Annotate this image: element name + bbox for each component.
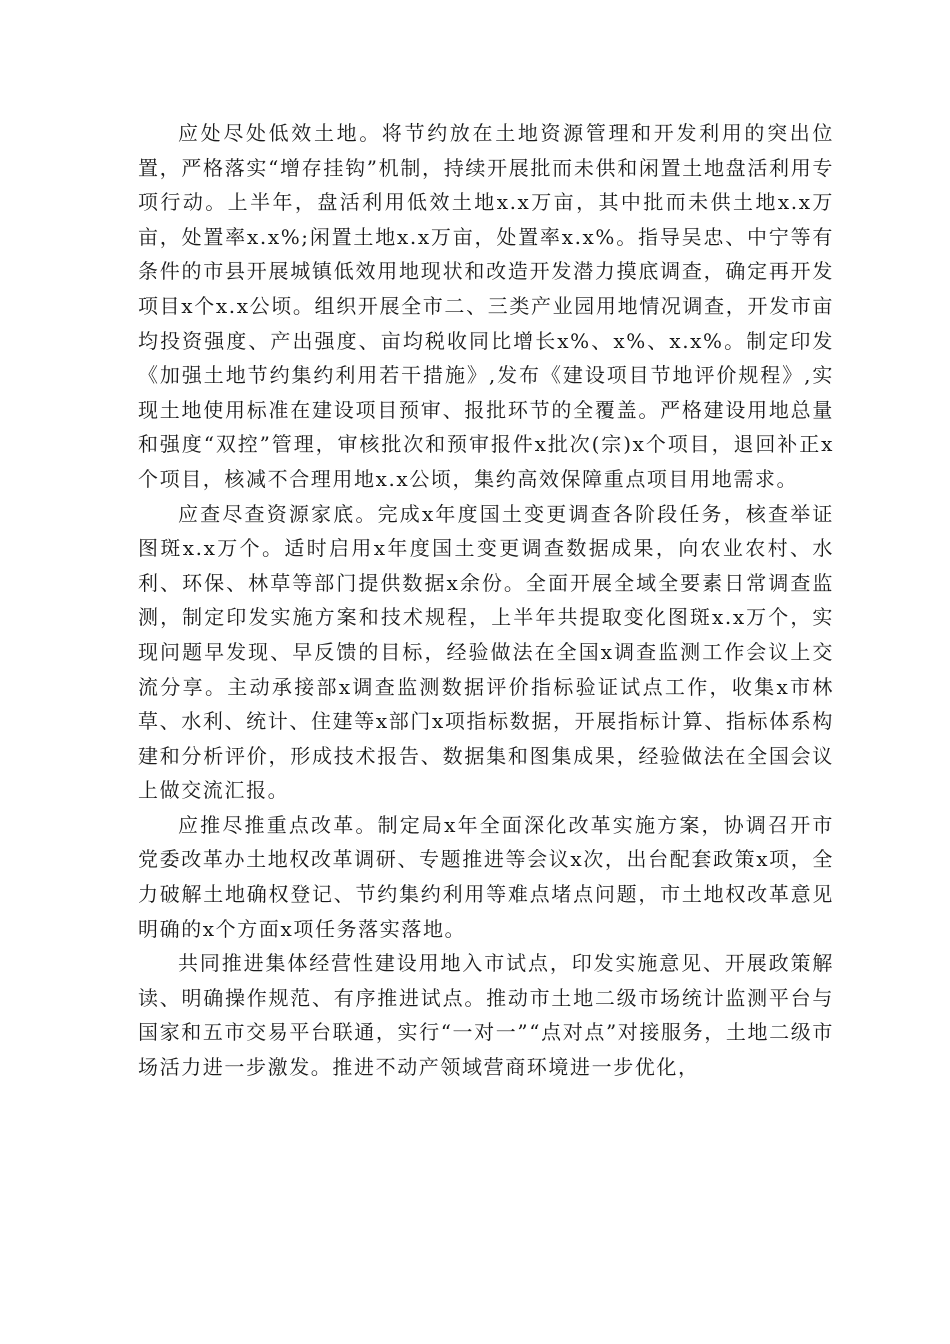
paragraph-key-reform: 应推尽推重点改革。制定局x年全面深化改革实施方案，协调召开市党委改革办土地权改革调研、专题推进等会议x次，出台配套政策x项，全力破解土地确权登记、节约集约利用等难点堵点问题，市土地权改革意见明确的x个方面x项任务落实落地。 xyxy=(138,812,834,941)
paragraph-market-pilot: 共同推进集体经营性建设用地入市试点，印发实施意见、开展政策解读、明确操作规范、有序推进试点。推动市土地二级市场统计监测平台与国家和五市交易平台联通，实行“一对一”“点对点”对接服务，土地二级市场活力进一步激发。推进不动产领域营商环境进一步优化， xyxy=(138,951,834,1080)
paragraph-land-efficiency: 应处尽处低效土地。将节约放在土地资源管理和开发利用的突出位置，严格落实“增存挂钩”机制，持续开展批而未供和闲置土地盘活利用专项行动。上半年，盘活利用低效土地x.x万亩，其中批而未供土地x.x万亩，处置率x.x%;闲置土地x.x万亩，处置率x.x%。指导吴忠、中宁等有条件的市县开展城镇低效用地现状和改造开发潜力摸底调查，确定再开发项目x个x.x公顷。组织开展全市二、三类产业园用地情况调查，开发市亩均投资强度、产出强度、亩均税收同比增长x%、x%、x.x%。制定印发《加强土地节约集约利用若干措施》,发布《建设项目节地评价规程》,实现土地使用标准在建设项目预审、报批环节的全覆盖。严格建设用地总量和强度“双控”管理，审核批次和预审报件x批次(宗)x个项目，退回补正x个项目，核减不合理用地x.x公顷，集约高效保障重点项目用地需求。 xyxy=(138,121,834,491)
document-body xyxy=(138,116,834,1085)
paragraph-resource-survey: 应查尽查资源家底。完成x年度国土变更调查各阶段任务，核查举证图斑x.x万个。适时启用x年度国土变更调查数据成果，向农业农村、水利、环保、林草等部门提供数据x余份。全面开展全域全要素日常调查监测，制定印发实施方案和技术规程，上半年共提取变化图斑x.x万个，实现问题早发现、早反馈的目标，经验做法在全国x调查监测工作会议上交流分享。主动承接部x调查监测数据评价指标验证试点工作，收集x市林草、水利、统计、住建等x部门x项指标数据，开展指标计算、指标体系构建和分析评价，形成技术报告、数据集和图集成果，经验做法在全国会议上做交流汇报。 xyxy=(138,501,834,803)
